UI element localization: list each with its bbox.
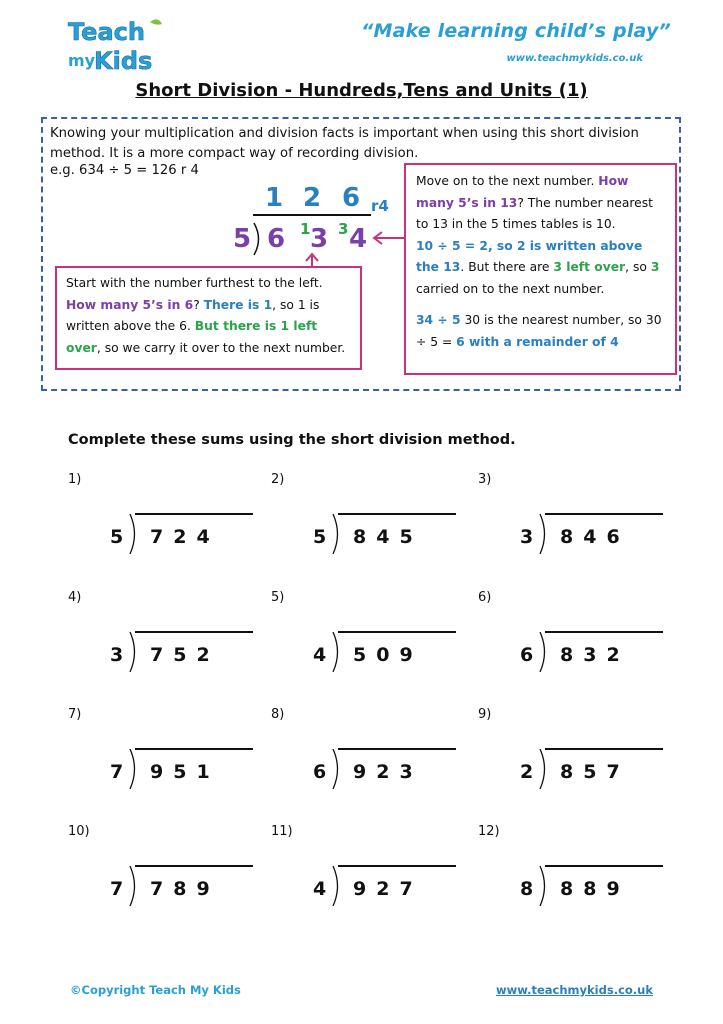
example-division-bar — [253, 214, 371, 216]
logo-text-kids: Kids — [94, 47, 153, 75]
division-bracket-icon — [128, 514, 140, 554]
teach-my-kids-logo — [62, 14, 172, 76]
division-problem[interactable] — [520, 514, 690, 554]
division-bar — [545, 631, 663, 633]
example-carry: 3 — [338, 220, 349, 238]
example-quotient-digit: 6 — [342, 183, 361, 213]
example-dividend-digit: 3 — [310, 224, 329, 254]
division-bracket-icon — [538, 514, 550, 554]
division-bracket-icon — [331, 514, 343, 554]
division-problem[interactable] — [110, 632, 280, 672]
problem-number: 4) — [68, 590, 82, 605]
division-bar — [545, 748, 663, 750]
example-equation: e.g. 634 ÷ 5 = 126 r 4 — [50, 163, 199, 178]
problem-dividend: 857 — [560, 761, 630, 783]
problem-dividend: 752 — [150, 644, 220, 666]
division-bar — [135, 865, 253, 867]
problem-number: 11) — [271, 824, 293, 839]
example-dividend-digit: 4 — [349, 224, 368, 254]
division-bracket-icon — [331, 632, 343, 672]
logo-text-teach: Teach — [68, 18, 145, 46]
division-problem[interactable] — [520, 866, 690, 906]
division-bar — [338, 513, 456, 515]
callout-text: , so we carry it over to the next number. — [96, 340, 346, 355]
problem-divisor: 4 — [313, 644, 327, 666]
problem-divisor: 5 — [313, 526, 327, 548]
division-problem[interactable] — [110, 866, 280, 906]
example-bracket-icon — [252, 222, 264, 256]
logo-leaf-icon — [150, 19, 162, 24]
division-problem[interactable] — [313, 749, 483, 789]
division-problem[interactable] — [520, 749, 690, 789]
callout-highlight: How many 5’s in 13 — [416, 174, 629, 210]
callout-text: carried on to the next number. — [416, 281, 605, 296]
division-bracket-icon — [538, 749, 550, 789]
footer-website-link[interactable]: www.teachmykids.co.uk — [495, 983, 653, 997]
problem-number: 10) — [68, 824, 90, 839]
copyright-text: ©Copyright Teach My Kids — [70, 983, 241, 997]
callout-highlight: 6 with a remainder of 4 — [456, 334, 619, 349]
division-problem[interactable] — [110, 749, 280, 789]
example-dividend-digit: 6 — [267, 224, 286, 254]
division-bracket-icon — [128, 866, 140, 906]
division-bracket-icon — [331, 749, 343, 789]
division-bar — [338, 631, 456, 633]
division-problem[interactable] — [520, 632, 690, 672]
tagline: “Make learning child’s play” — [361, 20, 671, 42]
callout-text: ? — [193, 297, 204, 312]
right-explanation-callout — [404, 163, 677, 375]
problem-number: 2) — [271, 472, 285, 487]
division-problem[interactable] — [110, 514, 280, 554]
arrow-left-icon — [372, 230, 406, 246]
problem-dividend: 889 — [560, 878, 630, 900]
callout-text: ? The number nearest to 13 in the 5 times tables is 10. — [416, 195, 653, 231]
problem-number: 5) — [271, 590, 285, 605]
callout-text: Start with the number furthest to the left. — [66, 276, 323, 290]
logo-text-my: my — [68, 51, 96, 70]
problem-dividend: 832 — [560, 644, 630, 666]
problem-dividend: 927 — [353, 878, 423, 900]
problem-dividend: 951 — [150, 761, 220, 783]
callout-text: 30 is the nearest number, so 30 ÷ 5 = — [416, 313, 662, 349]
division-bracket-icon — [128, 632, 140, 672]
example-quotient-digit: 2 — [303, 183, 322, 213]
problem-divisor: 7 — [110, 878, 124, 900]
problem-dividend: 509 — [353, 644, 423, 666]
division-bracket-icon — [331, 866, 343, 906]
division-bar — [338, 865, 456, 867]
problem-number: 3) — [478, 472, 492, 487]
example-remainder: r4 — [371, 197, 389, 215]
division-bar — [135, 631, 253, 633]
example-carry: 1 — [300, 220, 311, 238]
division-bar — [338, 748, 456, 750]
instruction-text: Complete these sums using the short division method. — [68, 432, 516, 448]
problem-number: 8) — [271, 707, 285, 722]
left-explanation-callout — [55, 266, 362, 370]
problem-divisor: 8 — [520, 878, 534, 900]
division-problem[interactable] — [313, 866, 483, 906]
problem-number: 7) — [68, 707, 82, 722]
problem-divisor: 7 — [110, 761, 124, 783]
callout-text: . But there are — [460, 260, 554, 274]
division-bar — [135, 513, 253, 515]
callout-text: , so — [625, 260, 651, 274]
division-bar — [135, 748, 253, 750]
division-bar — [545, 513, 663, 515]
problem-divisor: 3 — [110, 644, 124, 666]
callout-text: Move on to the next number. — [416, 174, 599, 188]
intro-text: Knowing your multiplication and division facts is important when using this short division method. It is a more compact way of recording division. — [50, 126, 639, 161]
callout-highlight: 10 ÷ 5 = 2, so 2 is written above the 13 — [416, 238, 643, 274]
problem-dividend: 846 — [560, 526, 630, 548]
callout-highlight: 34 ÷ 5 — [416, 313, 461, 327]
problem-dividend: 789 — [150, 878, 220, 900]
division-bracket-icon — [538, 632, 550, 672]
problem-divisor: 2 — [520, 761, 534, 783]
problem-number: 1) — [68, 472, 82, 487]
problem-dividend: 724 — [150, 526, 220, 548]
problem-divisor: 4 — [313, 878, 327, 900]
problem-number: 9) — [478, 707, 492, 722]
example-quotient-digit: 1 — [265, 183, 284, 213]
callout-highlight: But there is 1 left over — [66, 319, 318, 355]
callout-highlight: How many 5’s in 6 — [66, 297, 194, 312]
division-bracket-icon — [128, 749, 140, 789]
problem-number: 12) — [478, 824, 500, 839]
callout-highlight: 3 left over — [553, 260, 626, 274]
problem-divisor: 6 — [520, 644, 534, 666]
callout-highlight: 3 — [650, 260, 660, 274]
problem-dividend: 923 — [353, 761, 423, 783]
division-bar — [545, 865, 663, 867]
callout-text: , so 1 is written above the 6. — [66, 297, 320, 333]
division-problem[interactable] — [313, 632, 483, 672]
problem-divisor: 6 — [313, 761, 327, 783]
problem-divisor: 3 — [520, 526, 534, 548]
problem-dividend: 845 — [353, 526, 423, 548]
example-divisor: 5 — [233, 224, 252, 254]
page-title: Short Division - Hundreds,Tens and Units (1) — [135, 80, 588, 101]
header-website[interactable]: www.teachmykids.co.uk — [506, 53, 643, 64]
problem-number: 6) — [478, 590, 492, 605]
division-problem[interactable] — [313, 514, 483, 554]
division-bracket-icon — [538, 866, 550, 906]
problem-divisor: 5 — [110, 526, 124, 548]
callout-highlight: There is 1 — [203, 297, 273, 312]
